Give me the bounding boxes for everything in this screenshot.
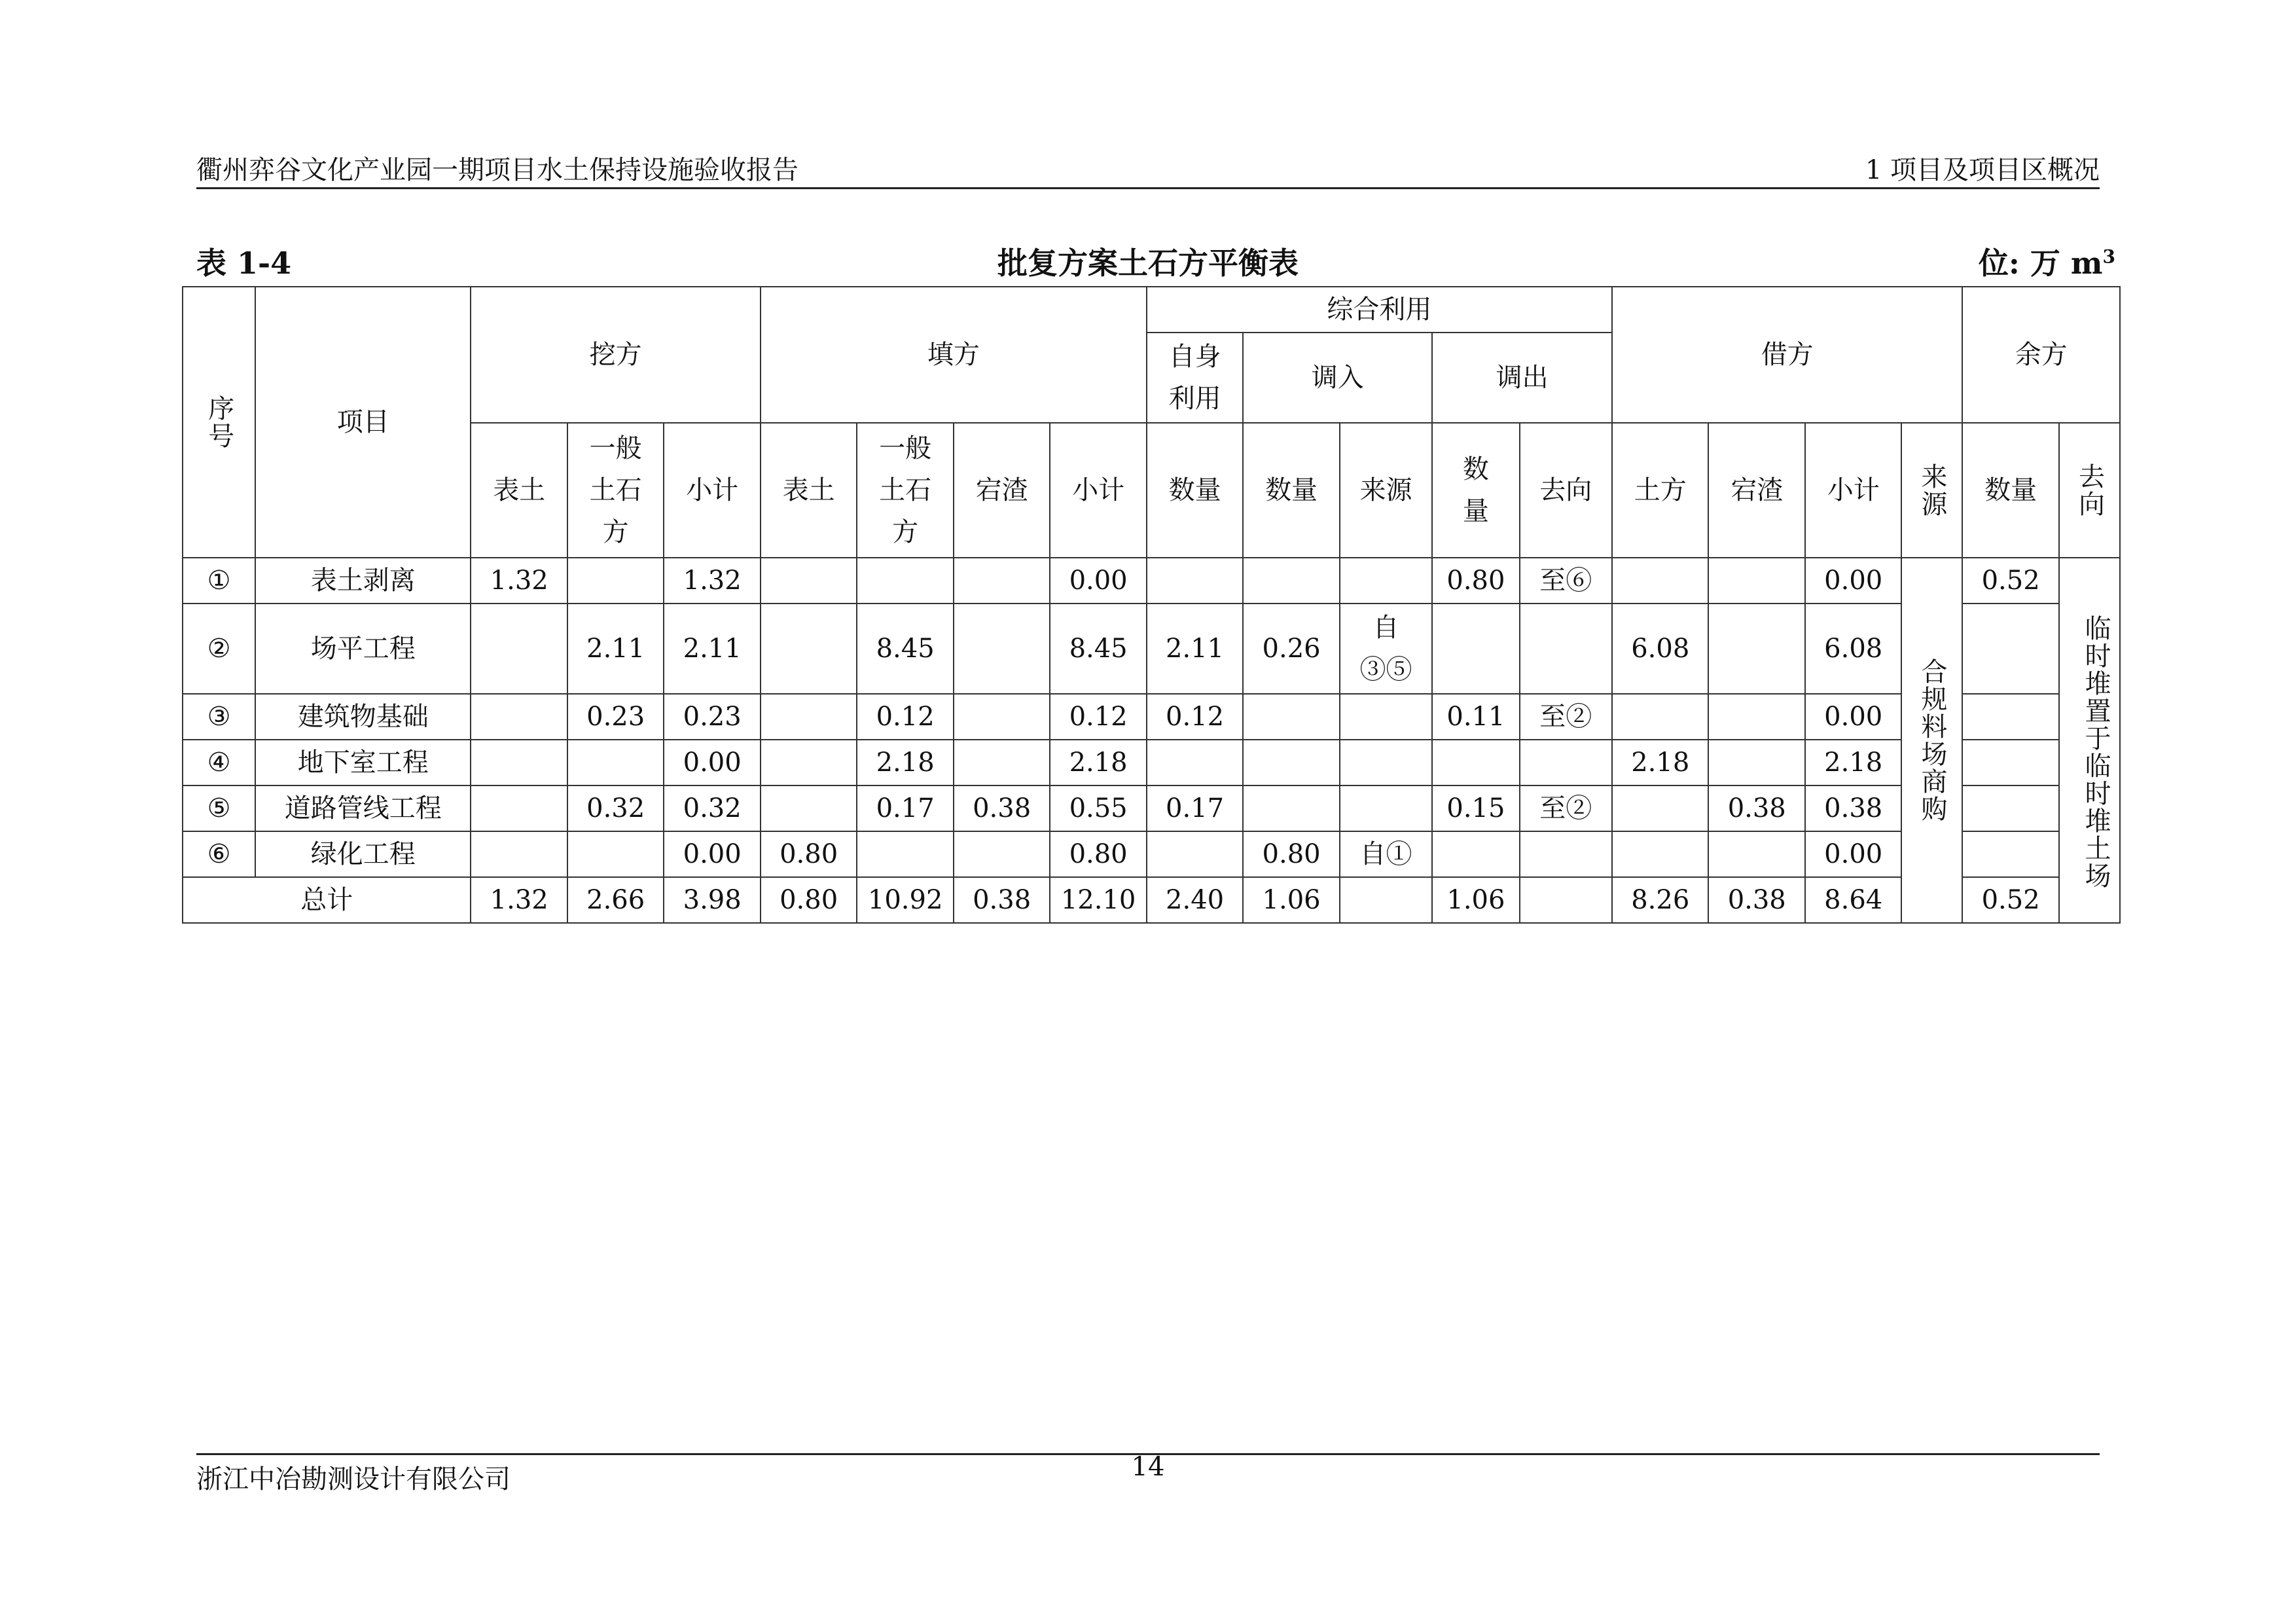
cell-self-qty: [1147, 831, 1243, 877]
cell-name: 表土剥离: [255, 558, 471, 604]
header-in-qty: 数量: [1243, 423, 1339, 558]
header-out-qty-label: 数量: [1462, 454, 1489, 526]
footer-company: 浙江中冶勘测设计有限公司: [196, 1464, 511, 1494]
cell-borrow-subtotal: 0.00: [1805, 558, 1901, 604]
running-header-section: 1 项目及项目区概况: [1865, 155, 2100, 185]
cell-fill-topsoil: 0.80: [761, 831, 857, 877]
cell-borrow-earth: [1612, 785, 1708, 831]
cell-out-qty: [1432, 740, 1519, 785]
cell-borrow-earth: [1612, 558, 1708, 604]
header-dig-general-label: 一般土石方: [589, 433, 642, 547]
cell-seq: ①: [183, 558, 255, 604]
cell-out-qty: 0.15: [1432, 785, 1519, 831]
cell-fill-subtotal: 0.12: [1050, 694, 1146, 740]
cell-surplus-qty: [1962, 604, 2058, 694]
cell-in-source: [1340, 558, 1432, 604]
earthwork-balance-table: [182, 286, 2121, 924]
cell-fill-waste: 0.38: [954, 785, 1050, 831]
cell-seq: ④: [183, 740, 255, 785]
cell-in-qty: 0.26: [1243, 604, 1339, 694]
header-self-use-label: 自身利用: [1168, 342, 1221, 414]
table-row: [183, 604, 2120, 694]
cell-surplus-qty: [1962, 740, 2058, 785]
cell-borrow-waste: [1708, 558, 1804, 604]
cell-in-qty: 0.80: [1243, 831, 1339, 877]
cell-borrow-waste: 0.38: [1708, 785, 1804, 831]
cell-self-qty: 2.11: [1147, 604, 1243, 694]
cell-out-qty: 1.06: [1432, 877, 1519, 923]
header-in-source: 来源: [1340, 423, 1432, 558]
cell-borrow-earth: 8.26: [1612, 877, 1708, 923]
cell-borrow-waste: [1708, 740, 1804, 785]
cell-borrow-earth: [1612, 831, 1708, 877]
cell-surplus-qty: 0.52: [1962, 558, 2058, 604]
header-surplus-qty: 数量: [1962, 423, 2058, 558]
cell-in-qty: 1.06: [1243, 877, 1339, 923]
header-borrow: 借方: [1612, 287, 1962, 423]
cell-fill-waste: [954, 694, 1050, 740]
header-item: 项目: [255, 287, 471, 558]
table-unit: [1979, 240, 2115, 283]
cell-borrow-earth: [1612, 694, 1708, 740]
cell-name: 建筑物基础: [255, 694, 471, 740]
cell-out-dest: [1520, 740, 1612, 785]
table-row: [183, 831, 2120, 877]
cell-out-dest: 至⑥: [1520, 558, 1612, 604]
cell-self-qty: [1147, 558, 1243, 604]
cell-total-label: 总计: [183, 877, 471, 923]
cell-fill-waste: 0.38: [954, 877, 1050, 923]
cell-in-qty: [1243, 740, 1339, 785]
cell-fill-subtotal: 0.55: [1050, 785, 1146, 831]
cell-fill-general: 10.92: [857, 877, 953, 923]
header-transfer-in: 调入: [1243, 333, 1432, 423]
cell-fill-topsoil: [761, 740, 857, 785]
cell-fill-general: 0.17: [857, 785, 953, 831]
cell-fill-subtotal: 0.80: [1050, 831, 1146, 877]
header-borrow-subtotal: 小计: [1805, 423, 1901, 558]
cell-dig-subtotal: 0.32: [664, 785, 760, 831]
header-borrow-waste: 宕渣: [1708, 423, 1804, 558]
cell-in-source: [1340, 785, 1432, 831]
table-number: 表 1-4: [196, 245, 292, 281]
cell-fill-subtotal: 8.45: [1050, 604, 1146, 694]
cell-fill-topsoil: [761, 785, 857, 831]
cell-fill-topsoil: [761, 558, 857, 604]
cell-dig-general: [567, 740, 664, 785]
cell-dig-subtotal: 0.00: [664, 831, 760, 877]
cell-borrow-waste: [1708, 694, 1804, 740]
cell-dig-general: 0.23: [567, 694, 664, 740]
cell-fill-general: [857, 831, 953, 877]
table-unit-superscript: 3: [2102, 245, 2115, 268]
cell-borrow-earth: 6.08: [1612, 604, 1708, 694]
cell-surplus-qty: 0.52: [1962, 877, 2058, 923]
header-self-use: [1147, 333, 1243, 423]
cell-borrow-source-merged: 合规料场商购: [1901, 558, 1962, 923]
cell-in-source: [1340, 694, 1432, 740]
cell-dig-topsoil: [471, 785, 567, 831]
cell-self-qty: 0.12: [1147, 694, 1243, 740]
header-dig-topsoil: 表土: [471, 423, 567, 558]
cell-out-dest: [1520, 831, 1612, 877]
cell-borrow-subtotal: 2.18: [1805, 740, 1901, 785]
cell-self-qty: [1147, 740, 1243, 785]
cell-borrow-waste: [1708, 604, 1804, 694]
cell-out-qty: [1432, 604, 1519, 694]
cell-fill-subtotal: 12.10: [1050, 877, 1146, 923]
header-fill-general: [857, 423, 953, 558]
header-fill-waste: 宕渣: [954, 423, 1050, 558]
cell-fill-waste: [954, 831, 1050, 877]
header-transfer-out: 调出: [1432, 333, 1612, 423]
cell-surplus-qty: [1962, 694, 2058, 740]
cell-in-qty: [1243, 558, 1339, 604]
cell-dig-subtotal: 3.98: [664, 877, 760, 923]
cell-name: 场平工程: [255, 604, 471, 694]
page-number: 14: [1131, 1452, 1165, 1482]
cell-dig-general: [567, 558, 664, 604]
cell-seq: ②: [183, 604, 255, 694]
cell-dig-topsoil: [471, 740, 567, 785]
cell-dig-general: [567, 831, 664, 877]
cell-in-qty: [1243, 694, 1339, 740]
header-surplus: 余方: [1962, 287, 2120, 423]
cell-borrow-subtotal: 0.38: [1805, 785, 1901, 831]
cell-dig-general: 0.32: [567, 785, 664, 831]
header-fill-general-label: 一般土石方: [879, 433, 932, 547]
cell-in-source: 自①: [1340, 831, 1432, 877]
header-out-dest: 去向: [1520, 423, 1612, 558]
cell-in-source: [1340, 604, 1432, 694]
cell-fill-general: 0.12: [857, 694, 953, 740]
cell-in-source: [1340, 740, 1432, 785]
cell-in-source-text: 自③⑤: [1359, 613, 1412, 685]
cell-dig-general: 2.11: [567, 604, 664, 694]
cell-fill-waste: [954, 604, 1050, 694]
cell-name: 道路管线工程: [255, 785, 471, 831]
cell-seq: ⑤: [183, 785, 255, 831]
cell-borrow-waste: [1708, 831, 1804, 877]
header-borrow-source: 来源: [1901, 423, 1962, 558]
cell-name: 绿化工程: [255, 831, 471, 877]
cell-fill-waste: [954, 740, 1050, 785]
cell-borrow-earth: 2.18: [1612, 740, 1708, 785]
cell-out-dest: [1520, 604, 1612, 694]
cell-seq: ⑥: [183, 831, 255, 877]
cell-fill-topsoil: [761, 694, 857, 740]
header-surplus-dest: 去向: [2059, 423, 2120, 558]
cell-dig-topsoil: 1.32: [471, 558, 567, 604]
header-out-qty: [1432, 423, 1519, 558]
cell-in-qty: [1243, 785, 1339, 831]
cell-surplus-dest-merged: 临时堆置于临时堆土场: [2059, 558, 2120, 923]
cell-self-qty: 2.40: [1147, 877, 1243, 923]
cell-fill-topsoil: 0.80: [761, 877, 857, 923]
cell-dig-subtotal: 2.11: [664, 604, 760, 694]
cell-out-dest: 至②: [1520, 694, 1612, 740]
header-self-qty: 数量: [1147, 423, 1243, 558]
header-comprehensive-use: 综合利用: [1147, 287, 1612, 333]
header-fill-subtotal: 小计: [1050, 423, 1146, 558]
cell-in-source: [1340, 877, 1432, 923]
cell-surplus-qty: [1962, 831, 2058, 877]
table-title: 批复方案土石方平衡表: [997, 245, 1299, 281]
cell-borrow-subtotal: 6.08: [1805, 604, 1901, 694]
cell-out-qty: 0.11: [1432, 694, 1519, 740]
cell-fill-general: 2.18: [857, 740, 953, 785]
cell-fill-general: 8.45: [857, 604, 953, 694]
table-row: [183, 740, 2120, 785]
cell-fill-subtotal: 2.18: [1050, 740, 1146, 785]
cell-borrow-waste: 0.38: [1708, 877, 1804, 923]
cell-seq: ③: [183, 694, 255, 740]
cell-dig-topsoil: [471, 694, 567, 740]
cell-borrow-subtotal: 0.00: [1805, 831, 1901, 877]
running-header-title: 衢州弈谷文化产业园一期项目水土保持设施验收报告: [196, 155, 798, 185]
cell-fill-topsoil: [761, 604, 857, 694]
cell-fill-general: [857, 558, 953, 604]
cell-dig-topsoil: 1.32: [471, 877, 567, 923]
cell-out-qty: [1432, 831, 1519, 877]
header-fill-topsoil: 表土: [761, 423, 857, 558]
header-dig-general: [567, 423, 664, 558]
table-unit-text: 位: 万 m: [1978, 245, 2103, 281]
cell-dig-subtotal: 0.23: [664, 694, 760, 740]
cell-fill-waste: [954, 558, 1050, 604]
cell-dig-subtotal: 1.32: [664, 558, 760, 604]
cell-fill-subtotal: 0.00: [1050, 558, 1146, 604]
header-dig-subtotal: 小计: [664, 423, 760, 558]
cell-dig-subtotal: 0.00: [664, 740, 760, 785]
cell-borrow-subtotal: 8.64: [1805, 877, 1901, 923]
header-rule: [196, 187, 2100, 189]
header-dig: 挖方: [471, 287, 760, 423]
table-row: [183, 694, 2120, 740]
table-row: [183, 558, 2120, 604]
cell-dig-general: 2.66: [567, 877, 664, 923]
cell-borrow-subtotal: 0.00: [1805, 694, 1901, 740]
header-fill: 填方: [761, 287, 1147, 423]
table-row-total: [183, 877, 2120, 923]
cell-out-qty: 0.80: [1432, 558, 1519, 604]
cell-out-dest: 至②: [1520, 785, 1612, 831]
cell-self-qty: 0.17: [1147, 785, 1243, 831]
cell-out-dest: [1520, 877, 1612, 923]
cell-dig-topsoil: [471, 604, 567, 694]
table-row: [183, 785, 2120, 831]
cell-name: 地下室工程: [255, 740, 471, 785]
header-borrow-earth: 土方: [1612, 423, 1708, 558]
cell-surplus-qty: [1962, 785, 2058, 831]
header-seq: 序号: [183, 287, 255, 558]
cell-dig-topsoil: [471, 831, 567, 877]
